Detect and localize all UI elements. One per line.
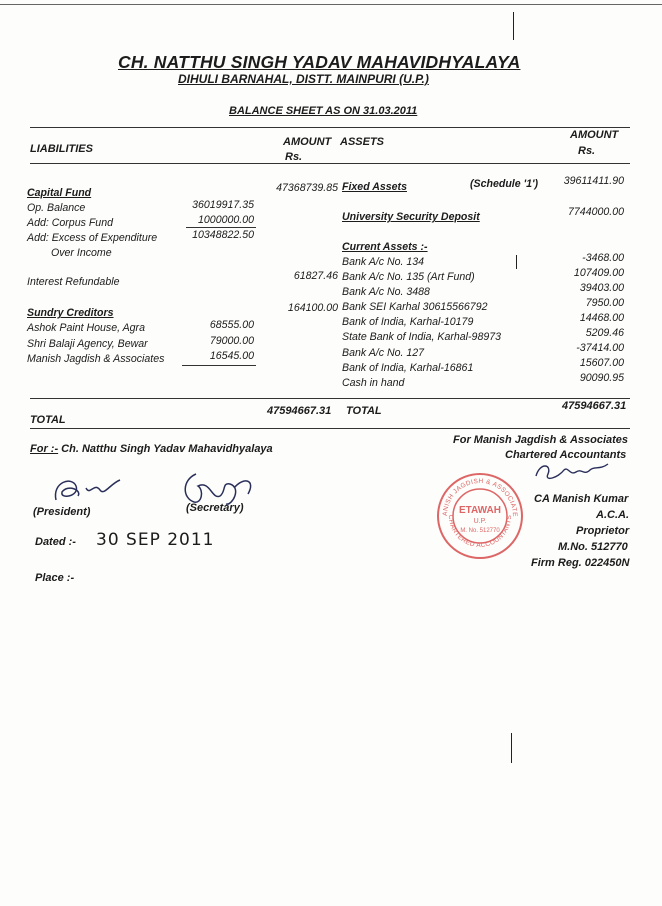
dated-stamp: 30 SEP 2011 [96, 530, 215, 550]
col-amount-right: AMOUNT [570, 129, 619, 141]
asset-item-name: Bank of India, Karhal-10179 [342, 316, 474, 328]
scan-mark [516, 255, 517, 269]
col-amount-left-rs: Rs. [285, 151, 303, 163]
ca-membership-no: M.No. 512770 [558, 541, 628, 553]
asset-item-value: 107409.00 [573, 267, 624, 279]
sheet-title: BALANCE SHEET AS ON 31.03.2011 [229, 105, 418, 117]
asset-item-name: Bank of India, Karhal-16861 [342, 362, 474, 374]
asset-item-value: 90090.95 [579, 372, 624, 384]
ca-firm-reg: Firm Reg. 022450N [531, 557, 630, 569]
corpus-fund-value: 1000000.00 [198, 214, 254, 226]
header-bottom-rule [30, 163, 630, 164]
op-balance-label: Op. Balance [27, 202, 86, 214]
excess-rule [186, 227, 256, 228]
creditor-value: 79000.00 [209, 335, 254, 347]
college-address: DIHULI BARNAHAL, DISTT. MAINPURI (U.P.) [178, 72, 429, 86]
creditor-name: Ashok Paint House, Agra [27, 322, 145, 334]
asset-item-name: Cash in hand [342, 377, 405, 389]
asset-item-name: Bank A/c No. 135 (Art Fund) [342, 271, 475, 283]
page-top-rule [0, 4, 662, 5]
asset-item-value: 5209.46 [585, 327, 624, 339]
op-balance-value: 36019917.35 [192, 199, 254, 211]
asset-item-value: -3468.00 [582, 252, 624, 264]
total-right-label: TOTAL [346, 405, 382, 417]
asset-item-name: State Bank of India, Karhal-98973 [342, 331, 502, 343]
total-top-rule [30, 398, 630, 399]
header-top-rule [30, 127, 630, 128]
corpus-fund-label: Add: Corpus Fund [27, 217, 113, 229]
col-liabilities: LIABILITIES [30, 143, 93, 155]
fixed-assets-label: Fixed Assets [342, 181, 407, 193]
ca-signature [530, 456, 620, 486]
asset-item-name: Bank SEI Karhal 30615566792 [342, 301, 488, 313]
stamp-ring-bottom: CHARTERED ACCOUNTANTS [446, 514, 514, 550]
scan-mark [513, 12, 514, 40]
excess-label-2: Over Income [51, 247, 112, 259]
ca-qualification: A.C.A. [596, 509, 629, 521]
interest-refundable-label: Interest Refundable [27, 276, 120, 288]
asset-item-name: Bank A/c No. 134 [342, 256, 425, 268]
for-org: Ch. Natthu Singh Yadav Mahavidhyalaya [61, 443, 273, 455]
ca-name: CA Manish Kumar [534, 493, 629, 505]
fixed-assets-value: 39611411.90 [563, 175, 624, 187]
col-amount-right-rs: Rs. [578, 145, 596, 157]
excess-value: 10348822.50 [192, 229, 254, 241]
total-right-value: 47594667.31 [562, 400, 627, 412]
creditor-value: 16545.00 [209, 350, 254, 362]
stamp-ring-top: MANISH JAGDISH & ASSOCIATES [432, 466, 519, 518]
for-org-line [30, 443, 273, 455]
capital-fund-total: 47368739.85 [276, 182, 338, 194]
total-left-value: 47594667.31 [267, 405, 332, 417]
firm-type: Chartered Accountants [505, 449, 627, 461]
firm-for: For Manish Jagdish & Associates [453, 434, 629, 446]
current-assets-label: Current Assets :- [342, 241, 428, 253]
stamp-mno: M. No. 512770 [460, 528, 500, 534]
dated-label: Dated :- [35, 536, 76, 548]
scan-mark [511, 733, 512, 763]
creditors-rule [182, 365, 256, 366]
stamp-city: ETAWAH [458, 505, 502, 516]
for-label: For :- [30, 443, 59, 455]
total-bottom-rule [30, 428, 630, 429]
asset-item-value: 14468.00 [579, 312, 624, 324]
asset-item-name: Bank A/c No. 3488 [342, 286, 430, 298]
security-deposit-label: University Security Deposit [342, 211, 480, 223]
sundry-creditors-total: 164100.00 [287, 302, 338, 314]
interest-refundable-value: 61827.46 [293, 270, 338, 282]
president-label: (President) [33, 506, 91, 518]
college-title: CH. NATTHU SINGH YADAV MAHAVIDHYALAYA [118, 52, 521, 72]
secretary-label: (Secretary) [186, 502, 244, 514]
sundry-creditors-label: Sundry Creditors [27, 307, 114, 319]
stamp-state: U.P. [473, 518, 487, 525]
capital-fund-label: Capital Fund [27, 187, 92, 199]
creditor-name: Manish Jagdish & Associates [27, 353, 165, 365]
excess-label-1: Add: Excess of Expenditure [27, 232, 158, 244]
asset-item-value: 7950.00 [585, 297, 624, 309]
asset-item-value: 39403.00 [579, 282, 624, 294]
creditor-value: 68555.00 [209, 319, 254, 331]
place-label: Place :- [35, 572, 75, 584]
schedule-label: (Schedule '1') [470, 178, 539, 190]
total-left-label: TOTAL [30, 414, 66, 426]
col-assets: ASSETS [340, 136, 385, 148]
asset-item-value: -37414.00 [576, 342, 624, 354]
asset-item-value: 15607.00 [579, 357, 624, 369]
creditor-name: Shri Balaji Agency, Bewar [27, 338, 148, 350]
president-signature [38, 470, 138, 510]
ca-seal-stamp [432, 466, 525, 561]
ca-role: Proprietor [576, 525, 630, 537]
col-amount-left: AMOUNT [283, 136, 332, 148]
asset-item-name: Bank A/c No. 127 [342, 347, 425, 359]
security-deposit-value: 7744000.00 [568, 206, 624, 218]
